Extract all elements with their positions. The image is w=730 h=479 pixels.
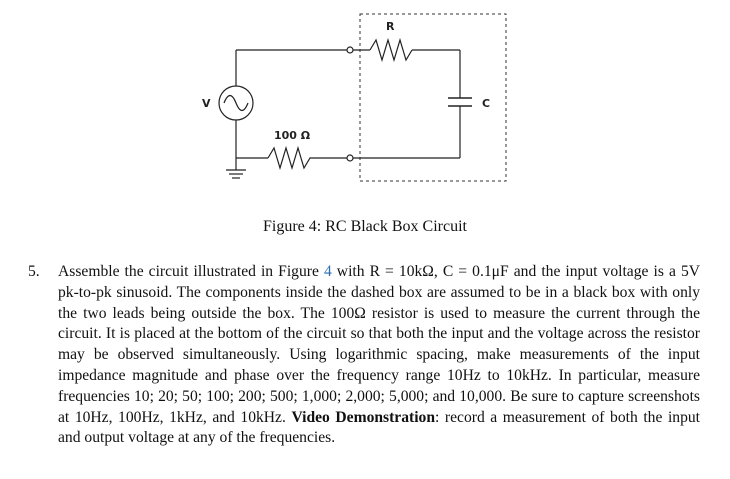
problem-item (28, 262, 700, 449)
capacitor-label: C (482, 97, 491, 110)
problem-text (58, 262, 700, 449)
resistor-100-label: 100 Ω (274, 129, 311, 142)
figure-reference-link[interactable]: 4 (323, 263, 332, 280)
resistor-r-symbol (370, 40, 412, 60)
source-label: V (202, 97, 211, 110)
problem-text-part: Assemble the circuit illustrated in Figure (58, 263, 324, 280)
resistor-100-symbol (268, 148, 330, 168)
video-demonstration-label: Video Demonstration (291, 408, 436, 426)
resistor-r-label: R (386, 20, 395, 33)
problem-number: 5. (28, 263, 40, 280)
terminal-bottom (347, 155, 353, 161)
figure-caption: Figure 4: RC Black Box Circuit (263, 218, 467, 235)
problem-text-part: with R = 10kΩ, C = 0.1μF and the input voltage is a 5V pk-to-pk sinusoid. The components inside the dashed box are assumed to be in a black box with only the two leads being outside the box. The 100Ω resistor is used to measure the current through the circuit. It is placed at the bottom of the circuit so that both the input and the voltage across the resistor may be observed simultaneously. Using logarithmic spacing, make measurements of the input impedance magnitude and phase over the frequency range 10Hz to 10kHz. In particular, measure frequencies 10; 20; 50; 100; 200; 500; 1,000; 2,000; 5,000; and 10,000. Be sure to capture screenshots at 10Hz, 100Hz, 1kHz, and 10kHz. (58, 263, 700, 426)
problem-text-part: : record a measurement of both the input and output voltage at any of the frequencies. (58, 408, 700, 447)
rc-circuit-diagram (190, 6, 520, 196)
terminal-top (347, 47, 353, 53)
